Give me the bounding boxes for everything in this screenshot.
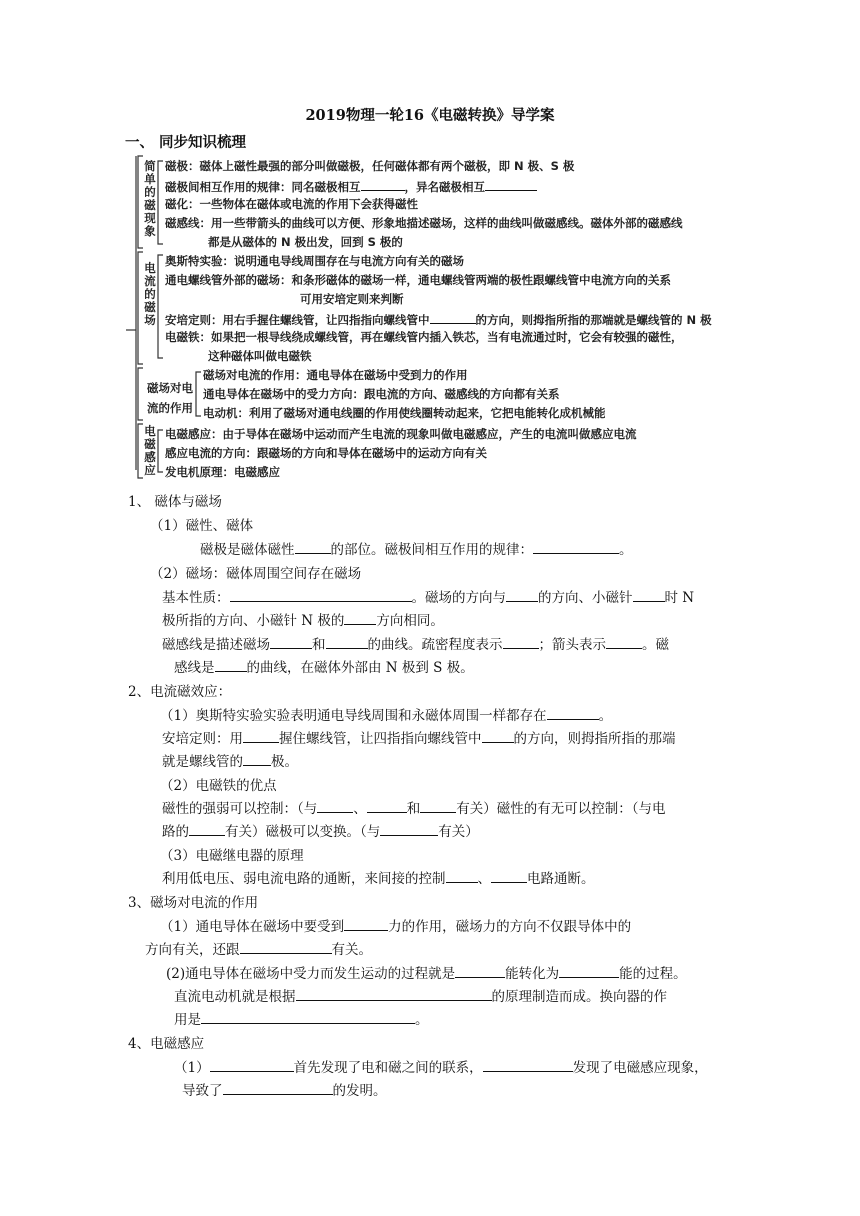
mindmap-line: 电磁感应：由于导体在磁场中运动而产生电流的现象叫做电磁感应，产生的电流叫做感应电流 [165, 427, 637, 441]
worksheet-line: 磁极是磁体磁性 的部位。磁极间相互作用的规律： 。 [200, 542, 633, 558]
worksheet-line: （1）通电导体在磁场中要受到 力的作用，磁场力的方向不仅跟导体中的 [160, 919, 632, 935]
mindmap-line: 磁场对电流的作用：通电导体在磁场中受到力的作用 [203, 368, 468, 382]
mindmap-line: 感应电流的方向：跟磁场的方向和导体在磁场中的运动方向有关 [165, 446, 487, 460]
section-heading-sync-review: 一、 同步知识梳理 [125, 134, 247, 151]
mindmap-line: 通电导体在磁场中的受力方向：跟电流的方向、磁感线的方向都有关系 [203, 387, 560, 401]
mindmap-line: 通电螺线管外部的磁场：和条形磁体的磁场一样，通电螺线管两端的极性跟螺线管中电流方向的关系 [165, 273, 671, 287]
worksheet-line: 极所指的方向、小磁针 N 极的 方向相同。 [162, 613, 444, 629]
mindmap-line: 这种磁体叫做电磁铁 [208, 349, 312, 363]
worksheet-line: 安培定则：用 握住螺线管，让四指指向螺线管中 的方向，则拇指所指的那端 [162, 731, 676, 747]
worksheet-line: 利用低电压、弱电流电路的通断，来间接的控制 、 电路通断。 [162, 871, 595, 887]
category-em-induction: 电 磁 感 应 [144, 424, 156, 477]
worksheet-line: （1）奥斯特实验实验表明通电导线周围和永磁体周围一样都存在 。 [160, 708, 613, 724]
mindmap-line: 都是从磁体的 N 极出发，回到 S 极的 [208, 235, 403, 249]
category-simple-magnetism: 简 单 的 磁 现 象 [144, 159, 156, 238]
worksheet-line: (2)通电导体在磁场中受力而发生运动的过程就是 能转化为 能的过程。 [166, 966, 687, 982]
mindmap-line: 奥斯特实验：说明通电导线周围存在与电流方向有关的磁场 [165, 254, 464, 268]
subsection-heading: （2）电磁铁的优点 [160, 778, 277, 794]
mindmap-line: 电磁铁：如果把一根导线绕成螺线管，再在螺线管内插入铁芯，当有电流通过时，它会有较强的磁性， [165, 330, 683, 344]
worksheet-line: （1） 首先发现了电和磁之间的联系， 发现了电磁感应现象， [174, 1060, 708, 1076]
worksheet-line: 导致了 的发明。 [182, 1083, 387, 1099]
worksheet-line: 基本性质： 。磁场的方向与 的方向、小磁针 时 N [162, 590, 695, 606]
mindmap-line: 磁极：磁体上磁性最强的部分叫做磁极，任何磁体都有两个磁极，即 N 极、S 极 [165, 159, 575, 173]
worksheet-line: 用是 。 [174, 1012, 429, 1028]
section-heading-magnets: 1、 磁体与磁场 [128, 494, 222, 510]
mindmap-line: 磁感线：用一些带箭头的曲线可以方便、形象地描述磁场，这样的曲线叫做磁感线。磁体外部的磁感线 [165, 216, 683, 230]
section-heading-em-induction: 4、电磁感应 [128, 1036, 205, 1052]
worksheet-line: 路的 有关）磁极可以变换。（与 有关） [162, 824, 479, 840]
worksheet-line: 方向有关，还跟 有关。 [145, 942, 372, 958]
mindmap-line: 磁极间相互作用的规律：同名磁极相互 ，异名磁极相互 [165, 177, 537, 195]
mindmap-line: 发电机原理：电磁感应 [165, 465, 280, 479]
worksheet-line: 直流电动机就是根据 的原理制造而成。换向器的作 [174, 989, 667, 1005]
subsection-heading: （2）磁场：磁体周围空间存在磁场 [150, 566, 362, 582]
worksheet-line: 磁性的强弱可以控制：（与 、 和 有关）磁性的有无可以控制：（与电 [162, 801, 666, 817]
section-heading-current-magnetism: 2、电流磁效应： [128, 684, 232, 700]
subsection-heading: （1）磁性、磁体 [150, 518, 254, 534]
mindmap-line: 可用安培定则来判断 [300, 292, 404, 306]
mindmap-line: 磁化：一些物体在磁体或电流的作用下会获得磁性 [165, 197, 418, 211]
worksheet-line: 感线是 的曲线，在磁体外部由 N 极到 S 极。 [174, 660, 474, 676]
mindmap-brackets [0, 0, 860, 500]
section-heading-force-on-current: 3、磁场对电流的作用 [128, 895, 259, 911]
mindmap-line: 安培定则：用右手握住螺线管，让四指指向螺线管中 的方向，则拇指所指的那端就是螺线管的 N 极 [165, 310, 712, 328]
category-magnetic-field-of-current: 电 流 的 磁 场 [144, 261, 156, 327]
worksheet-line: 磁感线是描述磁场 和 的曲线。疏密程度表示 ；箭头表示 。磁 [162, 637, 669, 653]
document-title: 2019物理一轮16《电磁转换》导学案 [305, 107, 555, 124]
worksheet-line: 就是螺线管的 极。 [162, 754, 298, 770]
category-force-on-current: 磁场对电 流的作用 [147, 381, 193, 415]
subsection-heading: （3）电磁继电器的原理 [160, 848, 304, 864]
mindmap-line: 电动机：利用了磁场对通电线圈的作用使线圈转动起来，它把电能转化成机械能 [203, 406, 606, 420]
